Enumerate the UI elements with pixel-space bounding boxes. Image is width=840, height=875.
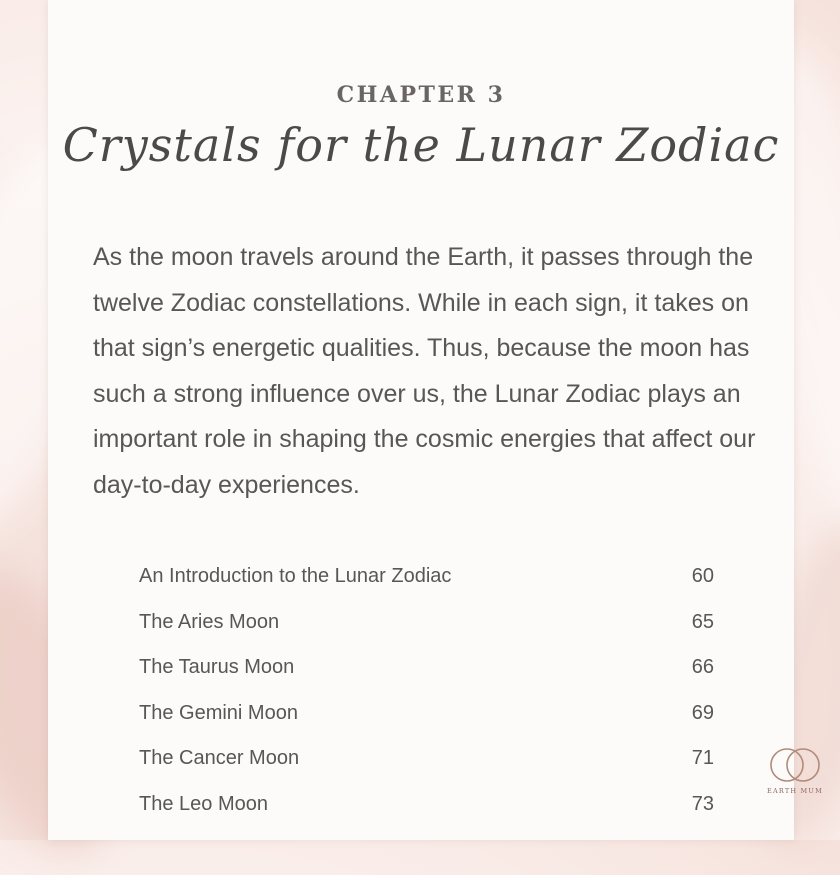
toc-entry-label: An Introduction to the Lunar Zodiac [139, 565, 452, 587]
toc-entry [139, 565, 714, 611]
toc-entry-label: The Aries Moon [139, 610, 280, 633]
toc-entry [139, 793, 714, 839]
toc-entry-page: 65 [691, 610, 714, 633]
table-of-contents [139, 565, 714, 838]
toc-entry-page: 60 [691, 565, 714, 587]
toc-entry-page: 71 [691, 747, 714, 769]
brand-name: EARTH MUM [767, 787, 823, 795]
toc-entry [139, 656, 714, 702]
toc-entry-label: The Leo Moon [139, 792, 268, 815]
toc-entry [139, 747, 714, 793]
toc-entry [139, 702, 714, 748]
toc-entry-page: 73 [691, 792, 714, 815]
chapter-label: CHAPTER 3 [336, 82, 506, 108]
toc-entry-label: The Cancer Moon [139, 747, 300, 769]
toc-entry-label: The Gemini Moon [139, 701, 298, 724]
toc-entry-page: 66 [691, 656, 714, 678]
toc-entry [139, 611, 714, 657]
intro-paragraph: As the moon travels around the Earth, it passes through the twelve Zodiac constellations. While in each sign, it takes on that sign’s energetic qualities. Thus, because the moon has such a strong influence over us, the Lunar Zodiac plays an important role in shaping the cosmic energies that affect our day-to-day experiences. [93, 243, 756, 499]
book-page [48, 0, 794, 840]
toc-entry-label: The Taurus Moon [139, 656, 295, 678]
toc-entry-page: 69 [691, 701, 714, 724]
chapter-title: Crystals for the Lunar Zodiac [62, 118, 780, 172]
